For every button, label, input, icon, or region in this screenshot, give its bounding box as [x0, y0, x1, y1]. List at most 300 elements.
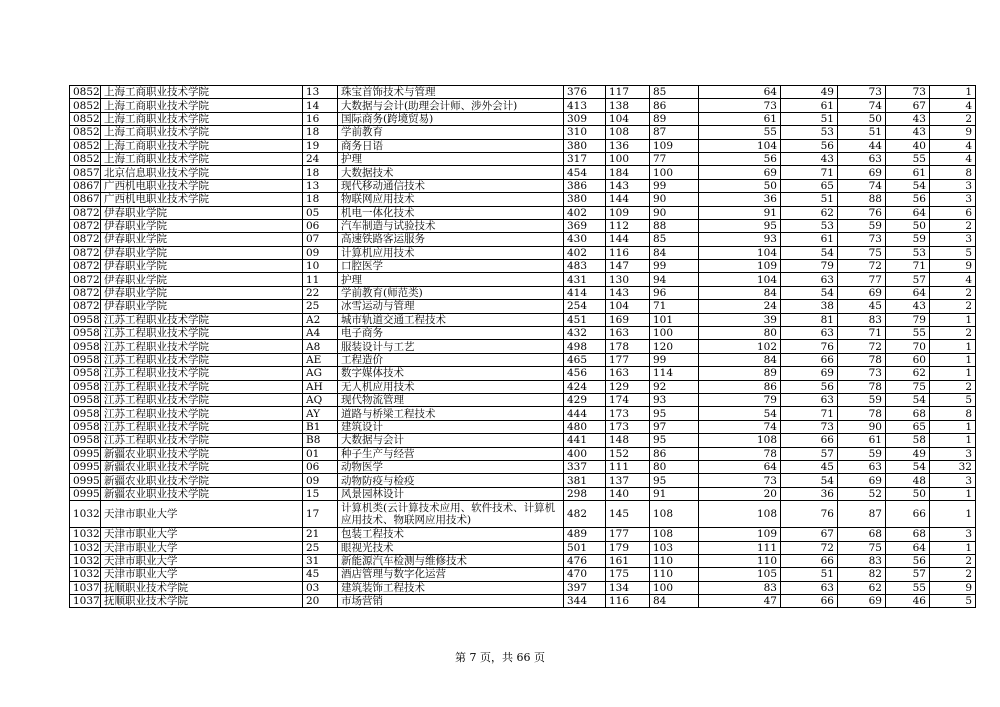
score-cell: 82	[838, 568, 886, 581]
table-row	[70, 219, 976, 232]
score-cell: 68	[886, 407, 930, 420]
score-cell: 69	[838, 474, 886, 487]
score-cell: 114	[650, 367, 699, 380]
score-cell: 62	[886, 367, 930, 380]
admission-table	[69, 85, 976, 608]
score-cell: 414	[564, 286, 606, 299]
school-code-cell: 0958	[70, 380, 101, 393]
score-cell: 44	[838, 139, 886, 152]
score-cell: 173	[606, 420, 650, 433]
score-cell: 63	[781, 327, 838, 340]
score-cell: 454	[564, 166, 606, 179]
score-cell: 134	[606, 581, 650, 594]
major-name-cell: 学前教育(师范类)	[338, 286, 564, 299]
score-cell: 456	[564, 367, 606, 380]
score-cell: 73	[699, 474, 781, 487]
count-cell: 3	[930, 474, 976, 487]
score-cell: 138	[606, 99, 650, 112]
major-name-cell: 大数据与会计(助理会计师、涉外会计)	[338, 99, 564, 112]
major-code-cell: 13	[303, 86, 338, 99]
count-cell: 2	[930, 327, 976, 340]
score-cell: 64	[699, 460, 781, 473]
score-cell: 53	[781, 126, 838, 139]
score-cell: 73	[838, 86, 886, 99]
score-cell: 63	[838, 460, 886, 473]
table-row	[70, 126, 976, 139]
score-cell: 161	[606, 554, 650, 567]
major-code-cell: 17	[303, 501, 338, 528]
school-code-cell: 0995	[70, 487, 101, 500]
major-code-cell: 06	[303, 219, 338, 232]
score-cell: 57	[781, 447, 838, 460]
score-cell: 96	[650, 286, 699, 299]
major-name-cell: 计算机类(云计算技术应用、软件技术、计算机应用技术、物联网应用技术)	[338, 501, 564, 528]
score-cell: 73	[781, 420, 838, 433]
score-cell: 344	[564, 595, 606, 608]
major-name-cell: 冰雪运动与管理	[338, 300, 564, 313]
score-cell: 36	[699, 193, 781, 206]
score-cell: 87	[838, 501, 886, 528]
major-code-cell: 15	[303, 487, 338, 500]
count-cell: 1	[930, 367, 976, 380]
count-cell: 1	[930, 434, 976, 447]
major-code-cell: AQ	[303, 393, 338, 406]
score-cell: 69	[838, 286, 886, 299]
score-cell: 465	[564, 353, 606, 366]
table-row	[70, 353, 976, 366]
count-cell: 4	[930, 99, 976, 112]
major-name-cell: 无人机应用技术	[338, 380, 564, 393]
count-cell: 2	[930, 286, 976, 299]
table-row	[70, 206, 976, 219]
school-name-cell: 上海工商职业技术学院	[101, 112, 303, 125]
score-cell: 95	[699, 219, 781, 232]
count-cell: 32	[930, 460, 976, 473]
score-cell: 100	[650, 166, 699, 179]
score-cell: 64	[699, 86, 781, 99]
score-cell: 86	[650, 447, 699, 460]
score-cell: 66	[781, 434, 838, 447]
score-cell: 73	[838, 367, 886, 380]
score-cell: 45	[838, 300, 886, 313]
score-cell: 432	[564, 327, 606, 340]
score-cell: 74	[699, 420, 781, 433]
score-cell: 402	[564, 206, 606, 219]
table-row	[70, 420, 976, 433]
count-cell: 4	[930, 139, 976, 152]
major-code-cell: 25	[303, 541, 338, 554]
score-cell: 61	[699, 112, 781, 125]
score-cell: 94	[650, 273, 699, 286]
score-cell: 61	[838, 434, 886, 447]
score-cell: 20	[699, 487, 781, 500]
school-name-cell: 上海工商职业技术学院	[101, 139, 303, 152]
score-cell: 79	[699, 393, 781, 406]
score-cell: 83	[838, 554, 886, 567]
score-cell: 108	[650, 501, 699, 528]
major-code-cell: AH	[303, 380, 338, 393]
count-cell: 1	[930, 353, 976, 366]
score-cell: 49	[886, 447, 930, 460]
table-row	[70, 568, 976, 581]
score-cell: 101	[650, 313, 699, 326]
major-name-cell: 护理	[338, 273, 564, 286]
table-row	[70, 86, 976, 99]
major-name-cell: 建筑设计	[338, 420, 564, 433]
score-cell: 99	[650, 353, 699, 366]
score-cell: 51	[781, 193, 838, 206]
major-name-cell: 动物防疫与检疫	[338, 474, 564, 487]
score-cell: 483	[564, 260, 606, 273]
score-cell: 129	[606, 380, 650, 393]
school-name-cell: 新疆农业职业技术学院	[101, 460, 303, 473]
count-cell: 8	[930, 407, 976, 420]
score-cell: 39	[699, 313, 781, 326]
score-cell: 54	[699, 407, 781, 420]
score-cell: 104	[699, 273, 781, 286]
score-cell: 73	[838, 233, 886, 246]
school-name-cell: 天津市职业大学	[101, 554, 303, 567]
table-row	[70, 112, 976, 125]
score-cell: 179	[606, 541, 650, 554]
score-cell: 109	[699, 260, 781, 273]
major-name-cell: 计算机应用技术	[338, 246, 564, 259]
score-cell: 110	[699, 554, 781, 567]
score-cell: 397	[564, 581, 606, 594]
score-cell: 89	[699, 367, 781, 380]
score-cell: 95	[650, 474, 699, 487]
table-row	[70, 340, 976, 353]
score-cell: 476	[564, 554, 606, 567]
count-cell: 2	[930, 300, 976, 313]
major-code-cell: A4	[303, 327, 338, 340]
score-cell: 76	[781, 501, 838, 528]
school-name-cell: 上海工商职业技术学院	[101, 99, 303, 112]
score-cell: 66	[781, 554, 838, 567]
score-cell: 56	[886, 554, 930, 567]
school-name-cell: 新疆农业职业技术学院	[101, 447, 303, 460]
school-code-cell: 1032	[70, 541, 101, 554]
major-code-cell: B1	[303, 420, 338, 433]
score-cell: 59	[838, 447, 886, 460]
score-cell: 78	[838, 353, 886, 366]
table-row	[70, 233, 976, 246]
score-cell: 77	[650, 152, 699, 165]
major-name-cell: 电子商务	[338, 327, 564, 340]
score-cell: 380	[564, 193, 606, 206]
major-code-cell: 25	[303, 300, 338, 313]
score-cell: 73	[886, 86, 930, 99]
school-name-cell: 天津市职业大学	[101, 541, 303, 554]
score-cell: 55	[886, 581, 930, 594]
score-cell: 77	[838, 273, 886, 286]
score-cell: 59	[838, 219, 886, 232]
school-name-cell: 新疆农业职业技术学院	[101, 487, 303, 500]
table-row	[70, 327, 976, 340]
score-cell: 71	[650, 300, 699, 313]
score-cell: 69	[838, 595, 886, 608]
score-cell: 130	[606, 273, 650, 286]
major-name-cell: 新能源汽车检测与维修技术	[338, 554, 564, 567]
score-cell: 88	[650, 219, 699, 232]
table-row	[70, 541, 976, 554]
score-cell: 102	[699, 340, 781, 353]
score-cell: 400	[564, 447, 606, 460]
table-row	[70, 487, 976, 500]
count-cell: 1	[930, 86, 976, 99]
score-cell: 50	[699, 179, 781, 192]
school-code-cell: 1032	[70, 554, 101, 567]
school-code-cell: 0852	[70, 86, 101, 99]
score-cell: 177	[606, 528, 650, 541]
school-code-cell: 1032	[70, 568, 101, 581]
major-code-cell: 19	[303, 139, 338, 152]
count-cell: 6	[930, 206, 976, 219]
major-code-cell: 09	[303, 474, 338, 487]
score-cell: 95	[650, 407, 699, 420]
major-code-cell: 31	[303, 554, 338, 567]
count-cell: 9	[930, 126, 976, 139]
school-code-cell: 0872	[70, 273, 101, 286]
score-cell: 50	[886, 487, 930, 500]
table-row	[70, 447, 976, 460]
school-name-cell: 抚顺职业技术学院	[101, 595, 303, 608]
major-code-cell: 24	[303, 152, 338, 165]
table-row	[70, 460, 976, 473]
major-code-cell: A8	[303, 340, 338, 353]
major-code-cell: 20	[303, 595, 338, 608]
major-name-cell: 高速铁路客运服务	[338, 233, 564, 246]
score-cell: 110	[650, 554, 699, 567]
school-code-cell: 0958	[70, 420, 101, 433]
count-cell: 3	[930, 447, 976, 460]
major-name-cell: 风景园林设计	[338, 487, 564, 500]
school-code-cell: 0852	[70, 99, 101, 112]
school-code-cell: 0872	[70, 260, 101, 273]
score-cell: 501	[564, 541, 606, 554]
score-cell: 100	[606, 152, 650, 165]
score-cell: 104	[699, 246, 781, 259]
count-cell: 5	[930, 595, 976, 608]
school-code-cell: 1032	[70, 501, 101, 528]
table-row	[70, 528, 976, 541]
score-cell: 72	[838, 260, 886, 273]
score-cell: 413	[564, 99, 606, 112]
score-cell: 50	[838, 112, 886, 125]
score-cell: 66	[781, 353, 838, 366]
score-cell: 380	[564, 139, 606, 152]
major-code-cell: 01	[303, 447, 338, 460]
school-code-cell: 1037	[70, 595, 101, 608]
table-row	[70, 581, 976, 594]
score-cell: 99	[650, 260, 699, 273]
table-row	[70, 246, 976, 259]
score-cell: 163	[606, 367, 650, 380]
school-name-cell: 江苏工程职业技术学院	[101, 420, 303, 433]
score-cell: 74	[838, 99, 886, 112]
school-name-cell: 天津市职业大学	[101, 501, 303, 528]
score-cell: 75	[886, 380, 930, 393]
table-row	[70, 152, 976, 165]
score-cell: 71	[886, 260, 930, 273]
score-cell: 104	[606, 112, 650, 125]
score-cell: 309	[564, 112, 606, 125]
score-cell: 24	[699, 300, 781, 313]
major-name-cell: 酒店管理与数字化运营	[338, 568, 564, 581]
major-name-cell: 眼视光技术	[338, 541, 564, 554]
score-cell: 59	[838, 393, 886, 406]
score-cell: 65	[886, 420, 930, 433]
score-cell: 56	[781, 380, 838, 393]
score-cell: 57	[886, 273, 930, 286]
score-cell: 337	[564, 460, 606, 473]
score-cell: 71	[838, 327, 886, 340]
school-code-cell: 0872	[70, 300, 101, 313]
table-row	[70, 286, 976, 299]
school-name-cell: 伊春职业学院	[101, 260, 303, 273]
score-cell: 54	[886, 460, 930, 473]
major-name-cell: 道路与桥梁工程技术	[338, 407, 564, 420]
major-name-cell: 国际商务(跨境贸易)	[338, 112, 564, 125]
score-cell: 80	[699, 327, 781, 340]
score-cell: 140	[606, 487, 650, 500]
score-cell: 85	[650, 233, 699, 246]
count-cell: 4	[930, 273, 976, 286]
school-name-cell: 伊春职业学院	[101, 206, 303, 219]
score-cell: 498	[564, 340, 606, 353]
major-name-cell: 种子生产与经营	[338, 447, 564, 460]
table-row	[70, 300, 976, 313]
table-row	[70, 273, 976, 286]
score-cell: 298	[564, 487, 606, 500]
school-name-cell: 天津市职业大学	[101, 568, 303, 581]
school-code-cell: 0958	[70, 313, 101, 326]
major-name-cell: 大数据技术	[338, 166, 564, 179]
major-name-cell: 现代物流管理	[338, 393, 564, 406]
score-cell: 65	[781, 179, 838, 192]
major-name-cell: 包装工程技术	[338, 528, 564, 541]
major-name-cell: 口腔医学	[338, 260, 564, 273]
count-cell: 4	[930, 152, 976, 165]
table-row	[70, 380, 976, 393]
page-footer: 第 7 页，共 66 页	[455, 651, 545, 664]
school-code-cell: 0867	[70, 193, 101, 206]
score-cell: 451	[564, 313, 606, 326]
score-cell: 58	[886, 434, 930, 447]
table-row	[70, 166, 976, 179]
count-cell: 1	[930, 501, 976, 528]
score-cell: 137	[606, 474, 650, 487]
table-row	[70, 179, 976, 192]
count-cell: 9	[930, 581, 976, 594]
school-code-cell: 0958	[70, 434, 101, 447]
score-cell: 116	[606, 246, 650, 259]
score-cell: 173	[606, 407, 650, 420]
school-code-cell: 0958	[70, 407, 101, 420]
score-cell: 104	[606, 300, 650, 313]
score-cell: 104	[699, 139, 781, 152]
score-cell: 75	[838, 541, 886, 554]
school-name-cell: 伊春职业学院	[101, 233, 303, 246]
score-cell: 100	[650, 581, 699, 594]
major-code-cell: 16	[303, 112, 338, 125]
score-cell: 184	[606, 166, 650, 179]
score-cell: 144	[606, 193, 650, 206]
score-cell: 68	[838, 528, 886, 541]
table-row	[70, 407, 976, 420]
score-cell: 91	[650, 487, 699, 500]
score-cell: 70	[886, 340, 930, 353]
school-name-cell: 伊春职业学院	[101, 273, 303, 286]
score-cell: 120	[650, 340, 699, 353]
score-cell: 62	[781, 206, 838, 219]
table-row	[70, 501, 976, 528]
school-name-cell: 江苏工程职业技术学院	[101, 434, 303, 447]
school-name-cell: 抚顺职业技术学院	[101, 581, 303, 594]
score-cell: 424	[564, 380, 606, 393]
school-name-cell: 广西机电职业技术学院	[101, 179, 303, 192]
school-name-cell: 新疆农业职业技术学院	[101, 474, 303, 487]
major-code-cell: 06	[303, 460, 338, 473]
score-cell: 174	[606, 393, 650, 406]
count-cell: 3	[930, 193, 976, 206]
score-cell: 109	[650, 139, 699, 152]
score-cell: 117	[606, 86, 650, 99]
score-cell: 73	[699, 99, 781, 112]
score-cell: 69	[838, 166, 886, 179]
count-cell: 1	[930, 313, 976, 326]
score-cell: 90	[650, 193, 699, 206]
major-code-cell: 13	[303, 179, 338, 192]
score-cell: 51	[781, 112, 838, 125]
score-cell: 86	[650, 99, 699, 112]
score-cell: 54	[781, 246, 838, 259]
school-name-cell: 伊春职业学院	[101, 286, 303, 299]
score-cell: 470	[564, 568, 606, 581]
score-cell: 64	[886, 541, 930, 554]
score-cell: 46	[886, 595, 930, 608]
school-name-cell: 北京信息职业技术学院	[101, 166, 303, 179]
score-cell: 79	[886, 313, 930, 326]
count-cell: 2	[930, 554, 976, 567]
score-cell: 87	[650, 126, 699, 139]
score-cell: 143	[606, 286, 650, 299]
score-cell: 489	[564, 528, 606, 541]
table-row	[70, 393, 976, 406]
school-code-cell: 0958	[70, 367, 101, 380]
score-cell: 50	[886, 219, 930, 232]
major-name-cell: 数字媒体技术	[338, 367, 564, 380]
score-cell: 53	[886, 246, 930, 259]
school-name-cell: 江苏工程职业技术学院	[101, 353, 303, 366]
score-cell: 71	[781, 166, 838, 179]
score-cell: 55	[886, 327, 930, 340]
score-cell: 111	[699, 541, 781, 554]
count-cell: 2	[930, 568, 976, 581]
school-name-cell: 江苏工程职业技术学院	[101, 380, 303, 393]
major-name-cell: 现代移动通信技术	[338, 179, 564, 192]
major-code-cell: 18	[303, 166, 338, 179]
score-cell: 76	[781, 340, 838, 353]
score-cell: 43	[781, 152, 838, 165]
table-row	[70, 99, 976, 112]
score-cell: 72	[838, 340, 886, 353]
major-code-cell: 45	[303, 568, 338, 581]
score-cell: 317	[564, 152, 606, 165]
score-cell: 62	[838, 581, 886, 594]
school-code-cell: 1037	[70, 581, 101, 594]
score-cell: 45	[781, 460, 838, 473]
